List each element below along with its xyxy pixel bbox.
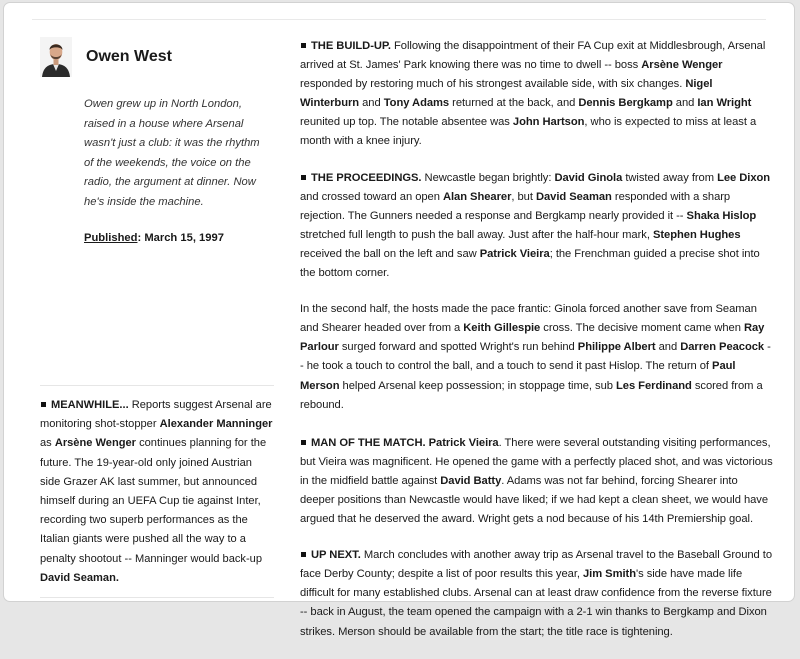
bold-name: Philippe Albert [577,341,656,354]
bold-name: Lee Dixon [717,171,771,184]
published-date: Published: March 15, 1997 [84,231,224,244]
article-page [3,2,795,638]
bold-name: David Seaman [535,190,612,203]
bullet-square-icon [301,43,306,48]
paragraph-proceedings: THE PROCEEDINGS. Newcastle began brightly: David Ginola twisted away from Lee Dixon and crossed toward an open Alan Shearer, but David Seaman responded with a sharp rejection. The Gunners needed a response and Bergkamp nearly provided it -- Shaka Hislop stretched full length to push the ball away. Just after the half-hour mark, Stephen Hughes received the ball on the left and saw Patrick Vieira; the Frenchman guided a precise shot into the bottom corner. [300,171,771,280]
bold-name: John Hartson [512,116,585,129]
bold-name: Les Ferdinand [616,379,692,392]
bullet-square-icon [41,402,46,407]
bold-name: Patrick Vieira [479,247,550,260]
paragraph-second-half: In the second half, the hosts made the pace frantic: Ginola forced another save from Seaman and Shearer headed over from a Keith Gillespie cross. The decisive moment came when Ray Parlour surged forward and spotted Wright's run behind Philippe Albert and Darren Peacock -- he took a touch to control the ball, and a touch to send it past Hislop. The return of Paul Merson helped Arsenal keep possession; in stoppage time, sub Les Ferdinand scored from a rebound. [300,303,771,411]
bullet-square-icon [301,440,306,445]
bold-name: Dennis Bergkamp [578,97,673,110]
author-name: Owen West [86,48,172,65]
bold-name: Patrick Vieira [428,436,499,449]
bullet-square-icon [301,175,306,180]
author-bio: Owen grew up in North London, raised in a house where Arsenal wasn't just a club: it was the rhythm of the weekends, the voice on the radio, the argument at dinner. Now he's inside the machine. [84,98,260,208]
section-heading: THE BUILD-UP. [311,40,391,52]
paragraph-build-up: THE BUILD-UP. Following the disappointment of their FA Cup exit at Middlesbrough, Arsenal arrived at St. James' Park knowing there was no time to dwell -- boss Arsène Wenger responded by restoring much of his strongest available side, with six changes. Nigel Winterburn and Tony Adams returned at the back, and Dennis Bergkamp and Ian Wright reunited up top. The notable absentee was John Hartson, who is expected to miss at least a month with a knee injury. [300,40,766,148]
section-heading: UP NEXT. [311,549,361,562]
section-heading: MEANWHILE... [51,399,129,411]
published-value: March 15, 1997 [144,231,224,244]
meanwhile-text: MEANWHILE... Reports suggest Arsenal are monitoring shot-stopper Alexander Manninger as Arsène Wenger continues planning for the future. The 19-year-old only joined Austrian side Grazer AK last summer, but announced himself during an UEFA Cup tie against Inter, recording two superb performances as the Italian giants were pushed all the way to a penalty shootout -- Manninger would back-up David Seaman. [40,399,273,584]
top-divider [32,19,766,20]
bold-name: Shaka Hislop [686,209,757,222]
bold-name: Darren Peacock [680,341,765,354]
bold-name: Stephen Hughes [652,228,741,241]
section-heading: MAN OF THE MATCH. [311,436,426,449]
author-block [40,37,272,77]
paragraph-man-of-the-match: MAN OF THE MATCH. Patrick Vieira. There were several outstanding visiting performances, but Vieira was magnificent. He opened the game with a perfectly placed shot, and was victorious in the midfield battle against David Batty. Adams was not far behind, forcing Shearer into deeper positions than Newcastle would have liked; if we had kept a clean sheet, we would have argued that he deserved the award. Wright gets a nod because of his 14th Premiership goal. [300,436,773,526]
bold-name: Alexander Manninger [159,418,273,431]
bold-name: Alan Shearer [442,190,512,203]
bold-name: Tony Adams [383,97,450,110]
bold-name: Jim Smith [583,568,637,581]
bold-name: Ray Parlour [300,322,765,354]
article-body [300,37,774,659]
author-avatar [40,37,72,77]
bold-name: David Batty [440,474,502,487]
bold-name: Nigel Winterburn [300,78,713,110]
bold-name: David Seaman. [40,571,119,584]
meanwhile-note [40,385,274,598]
author-sidebar [40,37,272,244]
bold-name: Paul Merson [300,360,736,392]
bold-name: Arsène Wenger [54,437,136,450]
bold-name: Keith Gillespie [463,322,541,335]
bold-name: Ian Wright [697,97,752,110]
published-label: Published [84,231,138,244]
section-heading: THE PROCEEDINGS. [311,171,422,184]
bold-name: David Ginola [554,171,623,184]
bullet-square-icon [301,552,306,557]
bold-name: Arsène Wenger [641,59,723,72]
paragraph-up-next: UP NEXT. March concludes with another away trip as Arsenal travel to the Baseball Ground to face Derby County; despite a list of poor results this year, Jim Smith's side have made life difficult for many established clubs. Arsenal can at least draw confidence from the reverse fixture -- back in August, the team opened the campaign with a 2-1 win thanks to Bergkamp and Dixon strikes. Merson should be available from the start; the title race is tightening. [300,549,773,638]
